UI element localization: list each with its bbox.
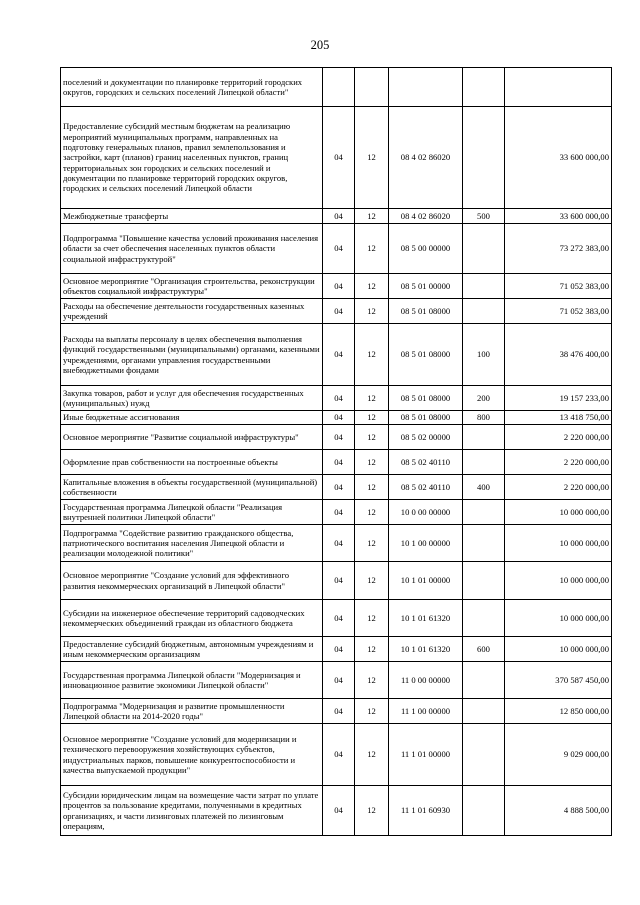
target-article-cell: 08 5 02 00000 bbox=[389, 425, 463, 450]
subsection-code-cell: 12 bbox=[355, 724, 389, 786]
subsection-code-cell: 12 bbox=[355, 699, 389, 724]
amount-cell bbox=[505, 68, 612, 107]
target-article-cell: 08 4 02 86020 bbox=[389, 107, 463, 209]
row-name-cell: Закупка товаров, работ и услуг для обеспечения государственных (муниципальных) нужд bbox=[61, 386, 323, 411]
row-name-cell: Основное мероприятие "Развитие социальной инфраструктуры" bbox=[61, 425, 323, 450]
section-code-cell: 04 bbox=[323, 450, 355, 475]
row-name-cell: поселений и документации по планировке территорий городских округов, городских и сельских поселений Липецкой области" bbox=[61, 68, 323, 107]
target-article-cell: 11 1 01 00000 bbox=[389, 724, 463, 786]
expense-type-cell: 600 bbox=[463, 637, 505, 662]
target-article-cell: 11 1 00 00000 bbox=[389, 699, 463, 724]
target-article-cell: 08 5 01 08000 bbox=[389, 299, 463, 324]
row-name-cell: Государственная программа Липецкой области "Реализация внутренней политики Липецкой области" bbox=[61, 500, 323, 525]
table-row bbox=[61, 324, 612, 386]
section-code-cell: 04 bbox=[323, 500, 355, 525]
row-name-cell: Предоставление субсидий местным бюджетам на реализацию мероприятий муниципальных программ, направленных на подготовку генеральных планов, правил землепользования и застройки, карт (планов) границ населенных пунктов, границ территориальных зон городских и сельских поселений и документации по планировке территорий городских округов, городских и сельских поселений Липецкой области bbox=[61, 107, 323, 209]
target-article-cell: 08 4 02 86020 bbox=[389, 209, 463, 224]
table-row bbox=[61, 450, 612, 475]
amount-cell: 38 476 400,00 bbox=[505, 324, 612, 386]
target-article-cell: 08 5 02 40110 bbox=[389, 450, 463, 475]
subsection-code-cell: 12 bbox=[355, 662, 389, 699]
table-row bbox=[61, 562, 612, 600]
amount-cell: 10 000 000,00 bbox=[505, 637, 612, 662]
expense-type-cell bbox=[463, 724, 505, 786]
amount-cell: 370 587 450,00 bbox=[505, 662, 612, 699]
amount-cell: 2 220 000,00 bbox=[505, 425, 612, 450]
row-name-cell: Иные бюджетные ассигнования bbox=[61, 411, 323, 425]
row-name-cell: Расходы на выплаты персоналу в целях обеспечения выполнения функций государственными (муниципальными) органами, казенными учреждениями, органами управления государственными внебюджетными фондами bbox=[61, 324, 323, 386]
expense-type-cell: 200 bbox=[463, 386, 505, 411]
expense-type-cell bbox=[463, 662, 505, 699]
amount-cell: 19 157 233,00 bbox=[505, 386, 612, 411]
subsection-code-cell: 12 bbox=[355, 224, 389, 274]
subsection-code-cell: 12 bbox=[355, 324, 389, 386]
expense-type-cell bbox=[463, 786, 505, 836]
subsection-code-cell: 12 bbox=[355, 600, 389, 637]
subsection-code-cell: 12 bbox=[355, 450, 389, 475]
table-row bbox=[61, 475, 612, 500]
target-article-cell: 11 1 01 60930 bbox=[389, 786, 463, 836]
row-name-cell: Субсидии на инженерное обеспечение территорий садоводческих некоммерческих объединений граждан из областного бюджета bbox=[61, 600, 323, 637]
subsection-code-cell: 12 bbox=[355, 786, 389, 836]
subsection-code-cell bbox=[355, 68, 389, 107]
table-row bbox=[61, 637, 612, 662]
section-code-cell: 04 bbox=[323, 600, 355, 637]
budget-table-body bbox=[61, 68, 612, 836]
expense-type-cell bbox=[463, 107, 505, 209]
amount-cell: 10 000 000,00 bbox=[505, 500, 612, 525]
target-article-cell: 10 1 01 61320 bbox=[389, 637, 463, 662]
amount-cell: 73 272 383,00 bbox=[505, 224, 612, 274]
section-code-cell: 04 bbox=[323, 324, 355, 386]
row-name-cell: Субсидии юридическим лицам на возмещение части затрат по уплате процентов за пользование кредитами, полученными в кредитных организациях, и части лизинговых платежей по лизинговым операциям, bbox=[61, 786, 323, 836]
section-code-cell: 04 bbox=[323, 786, 355, 836]
table-row bbox=[61, 299, 612, 324]
row-name-cell: Оформление прав собственности на построенные объекты bbox=[61, 450, 323, 475]
section-code-cell: 04 bbox=[323, 662, 355, 699]
subsection-code-cell: 12 bbox=[355, 637, 389, 662]
section-code-cell: 04 bbox=[323, 724, 355, 786]
target-article-cell: 11 0 00 00000 bbox=[389, 662, 463, 699]
subsection-code-cell: 12 bbox=[355, 299, 389, 324]
table-row bbox=[61, 107, 612, 209]
target-article-cell: 08 5 02 40110 bbox=[389, 475, 463, 500]
expense-type-cell bbox=[463, 525, 505, 562]
table-row bbox=[61, 68, 612, 107]
amount-cell: 10 000 000,00 bbox=[505, 525, 612, 562]
page-number: 205 bbox=[310, 38, 330, 52]
expense-type-cell bbox=[463, 274, 505, 299]
expense-type-cell: 500 bbox=[463, 209, 505, 224]
section-code-cell: 04 bbox=[323, 425, 355, 450]
amount-cell: 4 888 500,00 bbox=[505, 786, 612, 836]
row-name-cell: Предоставление субсидий бюджетным, автономным учреждениям и иным некоммерческим организациям bbox=[61, 637, 323, 662]
section-code-cell: 04 bbox=[323, 107, 355, 209]
table-row bbox=[61, 525, 612, 562]
section-code-cell: 04 bbox=[323, 525, 355, 562]
amount-cell: 10 000 000,00 bbox=[505, 600, 612, 637]
subsection-code-cell: 12 bbox=[355, 475, 389, 500]
table-row bbox=[61, 209, 612, 224]
table-row bbox=[61, 724, 612, 786]
subsection-code-cell: 12 bbox=[355, 386, 389, 411]
amount-cell: 33 600 000,00 bbox=[505, 107, 612, 209]
expense-type-cell bbox=[463, 68, 505, 107]
section-code-cell: 04 bbox=[323, 411, 355, 425]
table-row bbox=[61, 600, 612, 637]
expense-type-cell bbox=[463, 425, 505, 450]
amount-cell: 10 000 000,00 bbox=[505, 562, 612, 600]
expense-type-cell bbox=[463, 562, 505, 600]
target-article-cell: 08 5 00 00000 bbox=[389, 224, 463, 274]
target-article-cell: 08 5 01 08000 bbox=[389, 324, 463, 386]
amount-cell: 71 052 383,00 bbox=[505, 274, 612, 299]
expense-type-cell bbox=[463, 699, 505, 724]
subsection-code-cell: 12 bbox=[355, 500, 389, 525]
amount-cell: 2 220 000,00 bbox=[505, 475, 612, 500]
target-article-cell: 10 1 00 00000 bbox=[389, 525, 463, 562]
section-code-cell: 04 bbox=[323, 386, 355, 411]
subsection-code-cell: 12 bbox=[355, 209, 389, 224]
target-article-cell: 10 1 01 61320 bbox=[389, 600, 463, 637]
section-code-cell: 04 bbox=[323, 475, 355, 500]
section-code-cell: 04 bbox=[323, 209, 355, 224]
target-article-cell bbox=[389, 68, 463, 107]
row-name-cell: Межбюджетные трансферты bbox=[61, 209, 323, 224]
row-name-cell: Государственная программа Липецкой области "Модернизация и инновационное развитие экономики Липецкой области" bbox=[61, 662, 323, 699]
expense-type-cell bbox=[463, 299, 505, 324]
section-code-cell: 04 bbox=[323, 699, 355, 724]
amount-cell: 33 600 000,00 bbox=[505, 209, 612, 224]
expense-type-cell: 100 bbox=[463, 324, 505, 386]
amount-cell: 2 220 000,00 bbox=[505, 450, 612, 475]
row-name-cell: Основное мероприятие "Создание условий для модернизации и технического перевооружения хозяйствующих субъектов, индустриальных парков, повышение конкурентоспособности и качества выпускаемой продукции" bbox=[61, 724, 323, 786]
section-code-cell: 04 bbox=[323, 224, 355, 274]
expense-type-cell: 400 bbox=[463, 475, 505, 500]
target-article-cell: 08 5 01 08000 bbox=[389, 411, 463, 425]
expense-type-cell bbox=[463, 450, 505, 475]
subsection-code-cell: 12 bbox=[355, 107, 389, 209]
table-row bbox=[61, 386, 612, 411]
target-article-cell: 08 5 01 00000 bbox=[389, 274, 463, 299]
table-row bbox=[61, 699, 612, 724]
section-code-cell bbox=[323, 68, 355, 107]
subsection-code-cell: 12 bbox=[355, 525, 389, 562]
subsection-code-cell: 12 bbox=[355, 274, 389, 299]
expense-type-cell bbox=[463, 224, 505, 274]
subsection-code-cell: 12 bbox=[355, 562, 389, 600]
row-name-cell: Расходы на обеспечение деятельности государственных казенных учреждений bbox=[61, 299, 323, 324]
row-name-cell: Капитальные вложения в объекты государственной (муниципальной) собственности bbox=[61, 475, 323, 500]
section-code-cell: 04 bbox=[323, 637, 355, 662]
subsection-code-cell: 12 bbox=[355, 425, 389, 450]
expense-type-cell bbox=[463, 600, 505, 637]
target-article-cell: 08 5 01 08000 bbox=[389, 386, 463, 411]
row-name-cell: Основное мероприятие "Организация строительства, реконструкции объектов социальной инфраструктуры" bbox=[61, 274, 323, 299]
table-row bbox=[61, 786, 612, 836]
table-row bbox=[61, 500, 612, 525]
table-row bbox=[61, 411, 612, 425]
amount-cell: 71 052 383,00 bbox=[505, 299, 612, 324]
expense-type-cell bbox=[463, 500, 505, 525]
amount-cell: 9 029 000,00 bbox=[505, 724, 612, 786]
target-article-cell: 10 0 00 00000 bbox=[389, 500, 463, 525]
row-name-cell: Подпрограмма "Содействие развитию гражданского общества, патриотического воспитания населения Липецкой области и реализации молодежной политики" bbox=[61, 525, 323, 562]
section-code-cell: 04 bbox=[323, 562, 355, 600]
section-code-cell: 04 bbox=[323, 299, 355, 324]
budget-table bbox=[60, 67, 612, 836]
subsection-code-cell: 12 bbox=[355, 411, 389, 425]
expense-type-cell: 800 bbox=[463, 411, 505, 425]
table-row bbox=[61, 224, 612, 274]
amount-cell: 12 850 000,00 bbox=[505, 699, 612, 724]
row-name-cell: Подпрограмма "Модернизация и развитие промышленности Липецкой области на 2014-2020 годы" bbox=[61, 699, 323, 724]
row-name-cell: Подпрограмма "Повышение качества условий проживания населения области за счет обеспечения населенных пунктов области социальной инфраструктурой" bbox=[61, 224, 323, 274]
table-row bbox=[61, 425, 612, 450]
table-row bbox=[61, 274, 612, 299]
amount-cell: 13 418 750,00 bbox=[505, 411, 612, 425]
section-code-cell: 04 bbox=[323, 274, 355, 299]
row-name-cell: Основное мероприятие "Создание условий для эффективного развития некоммерческих организаций в Липецкой области" bbox=[61, 562, 323, 600]
table-row bbox=[61, 662, 612, 699]
target-article-cell: 10 1 01 00000 bbox=[389, 562, 463, 600]
